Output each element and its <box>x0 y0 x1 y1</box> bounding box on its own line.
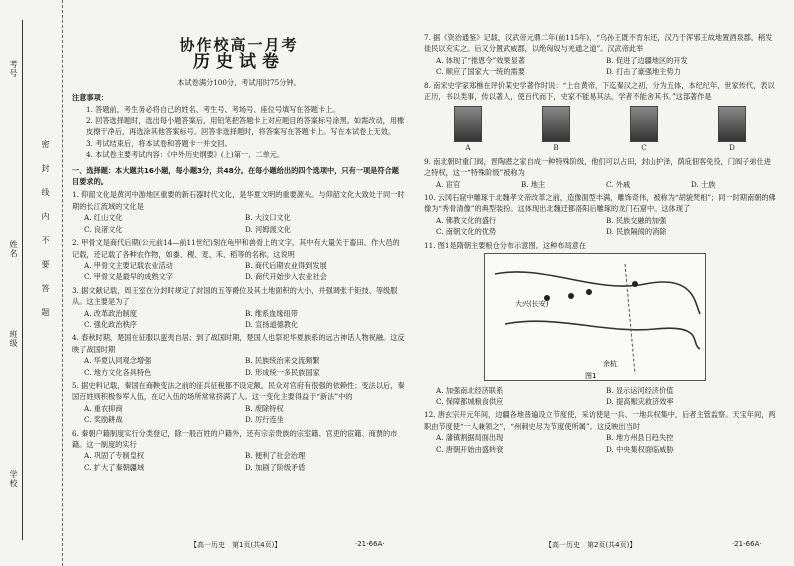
option-d[interactable]: D. 打击了豪强地主势力 <box>606 67 681 77</box>
canal-line <box>625 264 635 374</box>
option-a[interactable]: A. 佛教文化的盛行 <box>436 215 497 225</box>
question-12: 12. 唐玄宗开元年间，边疆各地普遍设立节度使，采访使是一兵、一地兵权集中，后者主管监察。天宝年间，两职由节度使“一人兼领之”，“州刺史尽为节度使所属”。这反映出当时 A. 藩镇割据局面出现 B. 地方州县日趋失控 C. 唐朝开始由盛转衰 D. 中央集权面临威胁 <box>424 410 776 454</box>
exam-school-title: 协作校高一月考 <box>179 36 299 54</box>
right-column <box>424 30 776 455</box>
option-a[interactable]: A. 体现了“推恩令”效果显著 <box>436 55 525 65</box>
map-label-daxing: 大兴(长安) <box>515 300 549 309</box>
option-b[interactable]: B. 地方州县日趋失控 <box>606 433 674 443</box>
notice-item: 3. 考试结束后，将本试卷和答题卡一并交回。 <box>86 138 232 148</box>
calligraphy-image <box>454 106 482 142</box>
option-c[interactable]: C. 扩大了秦朝疆域 <box>84 462 145 472</box>
option-a[interactable]: A. 甲骨文主要记载农业活动 <box>84 260 173 270</box>
option-d[interactable]: D. 民族隔阂的消除 <box>606 227 667 237</box>
option-c[interactable]: C. 奖励耕战 <box>84 415 123 425</box>
option-a[interactable]: A. 重农抑商 <box>84 403 123 413</box>
question-3: 3. 据文献记载，周王室在分封时规定了封国的五等爵位及其土地面积的大小，并强调张千钜技、等级服从。这主要是为了 A. 改革政治制度 B. 维系血缘纽带 C. 强化政治秩序 D. 宣扬道德教化 <box>72 285 406 331</box>
section-heading: 一、选择题：本大题共16小题，每小题3分，共48分。在每小题给出的四个选项中，只有一项是符合题目要求的。 <box>72 165 399 187</box>
exam-score-info: 本试卷满分100分，考试用时75分钟。 <box>177 77 301 87</box>
option-b[interactable]: B. 显示运河经济价值 <box>606 385 674 395</box>
binding-label-class: 班级 <box>9 330 18 348</box>
binding-label-school: 学校 <box>9 470 18 488</box>
footer-right: 【高一历史 第2页(共4页)】 <box>545 541 637 549</box>
option-c[interactable]: C. 良渚文化 <box>84 224 123 234</box>
option-b[interactable]: B. 民族统治来交流频繁 <box>245 356 320 366</box>
option-c[interactable]: C. 南朝文化的优势 <box>436 227 497 237</box>
option-d[interactable]: D. 厉行连坐 <box>245 415 284 425</box>
fill-line <box>22 20 23 540</box>
option-d[interactable]: D. 加剧了阶级矛盾 <box>245 462 306 472</box>
option-a[interactable]: A. 红山文化 <box>84 213 123 223</box>
footer-right-code: ·21-66A· <box>732 540 762 548</box>
seal-line-text: 密封线内不要答题 <box>41 140 50 332</box>
calligraphy-image <box>542 106 570 142</box>
artifact-images <box>424 106 776 153</box>
option-d[interactable]: D. 士族 <box>691 179 716 189</box>
question-11: 11. 图1是隋朝主要粮仓分布示意图。这种布局意在 大兴(长安) 余杭 图1 A. 加强南北经济联系 B. 显示运河经济价值 C. 保障都城粮食供应 D. 提高赈灾救济效率 <box>424 240 776 408</box>
notice-heading: 注意事项： <box>72 93 108 103</box>
question-1: 1. 仰韶文化是黄河中游地区重要的新石器时代文化，是华夏文明的重要源头。与仰韶文化大致处于同一时期的长江流域的文化是 A. 红山文化 B. 大汶口文化 C. 良渚文化 D. 河姆渡文化 <box>72 190 405 234</box>
left-column <box>72 30 406 473</box>
notice-item: 4. 本试卷主要考试内容：《中外历史纲要》(上)第一、二单元。 <box>86 150 285 160</box>
image-label[interactable]: B <box>553 143 559 153</box>
option-d[interactable]: D. 中央集权面临威胁 <box>606 444 674 454</box>
option-c[interactable]: C. 强化政治秩序 <box>84 319 137 329</box>
image-label[interactable]: A <box>465 143 471 153</box>
sui-granary-map <box>484 253 706 381</box>
exam-subject-title: 历史试卷 <box>193 52 285 73</box>
option-a[interactable]: A. 巩固了专制皇权 <box>84 451 145 461</box>
image-label[interactable]: D <box>729 143 735 153</box>
option-d[interactable]: D. 河姆渡文化 <box>245 224 292 234</box>
option-a[interactable]: A. 藩镇割据局面出现 <box>436 433 504 443</box>
option-b[interactable]: B. 大汶口文化 <box>245 213 291 223</box>
option-b[interactable]: B. 民族交融的加强 <box>606 215 667 225</box>
granary-marker <box>632 281 638 287</box>
question-7: 7. 据《资治通鉴》记载，汉武帝元鼎二年(前115年)，“乌孙王既不肯东还，汉乃于浑邪王故地置酒泉郡，稍发徙民以充实之。后又分置武威郡，以绝匈奴与羌通之道”。汉武帝此举 A. 体现了“推恩令”效果显著 B. 促进了边疆地区的开发 C. 顺应了国家大一统的需要 D. 打击了豪强地主势力 <box>424 32 776 78</box>
question-10: 10. 云冈石窟中雕琢于北魏孝文帝改革之前，造像面型丰满，雕饰奇伟，被称为“胡貌梵相”；同一时期南朝的佛像为“秀骨清像”的典型装扮。这体现出北魏迁都洛阳后雕琢的龙门石窟中。这体现了 A. 佛教文化的盛行 B. 民族交融的加强 C. 南朝文化的优势 D. 民族隔阂的消除 <box>424 193 776 237</box>
notice-item: 1. 答题前，考生务必将自己的姓名、考生号、考场号、座位号填写在答题卡上。 <box>86 104 340 114</box>
option-d[interactable]: D. 提高赈灾救济效率 <box>606 396 674 406</box>
footer-left-code: ·21-66A· <box>355 540 385 548</box>
granary-marker <box>586 289 592 295</box>
map-caption: 图1 <box>585 372 597 381</box>
question-5: 5. 据史料记载，秦国在商鞅变法之前的征兵征税都不设定额，民众对官府有很强的依赖性；变法以后，秦国百姓则积极参军入伍，在记入伍的场所常常挤满了人。这一变化主要得益于“新法”中的 A. 重农抑商 B. 废除特权 C. 奖励耕战 D. 厉行连坐 <box>72 380 405 425</box>
question-4: 4. 春秋时期，楚国在征服以蛮夷自居；到了战国时期，楚国人也祭祀华夏族系的远古神话人物祝融。这反映了战国时期 A. 华夏认同观念增强 B. 民族统治来交流频繁 C. 地方文化各具特色 D. 形成统一多民族国家 <box>72 333 405 377</box>
option-a[interactable]: A. 宦官 <box>436 179 461 189</box>
binding-margin <box>0 0 63 566</box>
question-8: 8. 南宋史学家郑樵在评价某史学著作时说：“上自黄帝，下迄秦汉之初，分为五体，本纪纪年，世家传代，表以正历，书以类事，传以著人，使百代而下，史家不能易其法，学者不能舍其书。”这部著作是 A B C D <box>424 80 775 153</box>
option-c[interactable]: C. 保障都城粮食供应 <box>436 396 504 406</box>
option-b[interactable]: B. 废除特权 <box>245 403 284 413</box>
option-a[interactable]: A. 加强南北经济联系 <box>436 385 504 395</box>
question-6: 6. 秦朝户籍制度实行分类登记，除一般百姓的户籍外，还有宗亲贵族的宗室籍、官吏的宦籍、商贾的市籍。这一制度的实行 A. 巩固了专制皇权 B. 便利了社会治理 C. 扩大了秦朝疆域 D. 加剧了阶级矛盾 <box>72 428 406 474</box>
binding-label-name: 姓名 <box>9 240 18 258</box>
notice-item: 2. 回答选择题时，选出每小题答案后，用铅笔把答题卡上对应题目的答案标号涂黑。如需改动，用橡皮擦干净后，再选涂其他答案标号。回答非选择题时，将答案写在答题卡上。写在本试卷上无效。 <box>86 116 405 137</box>
option-d[interactable]: D. 形成统一多民族国家 <box>245 367 320 377</box>
option-b[interactable]: B. 促进了边疆地区的开发 <box>606 55 688 65</box>
binding-label-kaohao: 考号 <box>9 60 18 78</box>
calligraphy-image <box>630 106 658 142</box>
option-b[interactable]: B. 维系血缘纽带 <box>245 308 298 318</box>
option-b[interactable]: B. 便利了社会治理 <box>245 451 306 461</box>
option-c[interactable]: C. 地方文化各具特色 <box>84 367 152 377</box>
option-d[interactable]: D. 宣扬道德教化 <box>245 319 299 329</box>
option-b[interactable]: B. 地主 <box>521 179 546 189</box>
question-9: 9. 南北朝时重门阀，晋陶潜之家自成一种特殊阶级，他们可以占田，封山护泽，荫庇佃客免役，门阀子弟仕进之特权，这一“特殊阶级”被称为 A. 宦官 B. 地主 C. 外戚 D. 士族 <box>424 156 776 190</box>
option-c[interactable]: C. 甲骨文是最早的成熟文字 <box>84 272 173 282</box>
huai-river-line <box>505 321 700 349</box>
option-c[interactable]: C. 唐朝开始由盛转衰 <box>436 444 504 454</box>
map-label-yuhang: 余杭 <box>603 360 617 369</box>
calligraphy-image <box>718 106 746 142</box>
image-label[interactable]: C <box>641 143 647 153</box>
option-d[interactable]: D. 商代开始步入农业社会 <box>245 272 327 282</box>
granary-marker <box>568 293 574 299</box>
footer-left: 【高一历史 第1页(共4页)】 <box>190 541 282 549</box>
option-c[interactable]: C. 顺应了国家大一统的需要 <box>436 67 525 77</box>
question-2: 2. 甲骨文是商代后期(公元前14—前11世纪)刻在龟甲和兽骨上的文字，其中有大量关于畜田、作大邑的记载，还记载了各种农作物，如黍、稷、麦、禾、稻等的名称。这说明 A. 甲骨文主要记载农业活动 B. 商代后期农业得到发展 C. 甲骨文是最早的成熟文字 D. 商代开始步入农业社会 <box>72 237 406 283</box>
option-c[interactable]: C. 外戚 <box>606 179 631 189</box>
option-b[interactable]: B. 商代后期农业得到发展 <box>245 260 327 270</box>
option-a[interactable]: A. 改革政治制度 <box>84 308 137 318</box>
option-a[interactable]: A. 华夏认同观念增强 <box>84 356 152 366</box>
